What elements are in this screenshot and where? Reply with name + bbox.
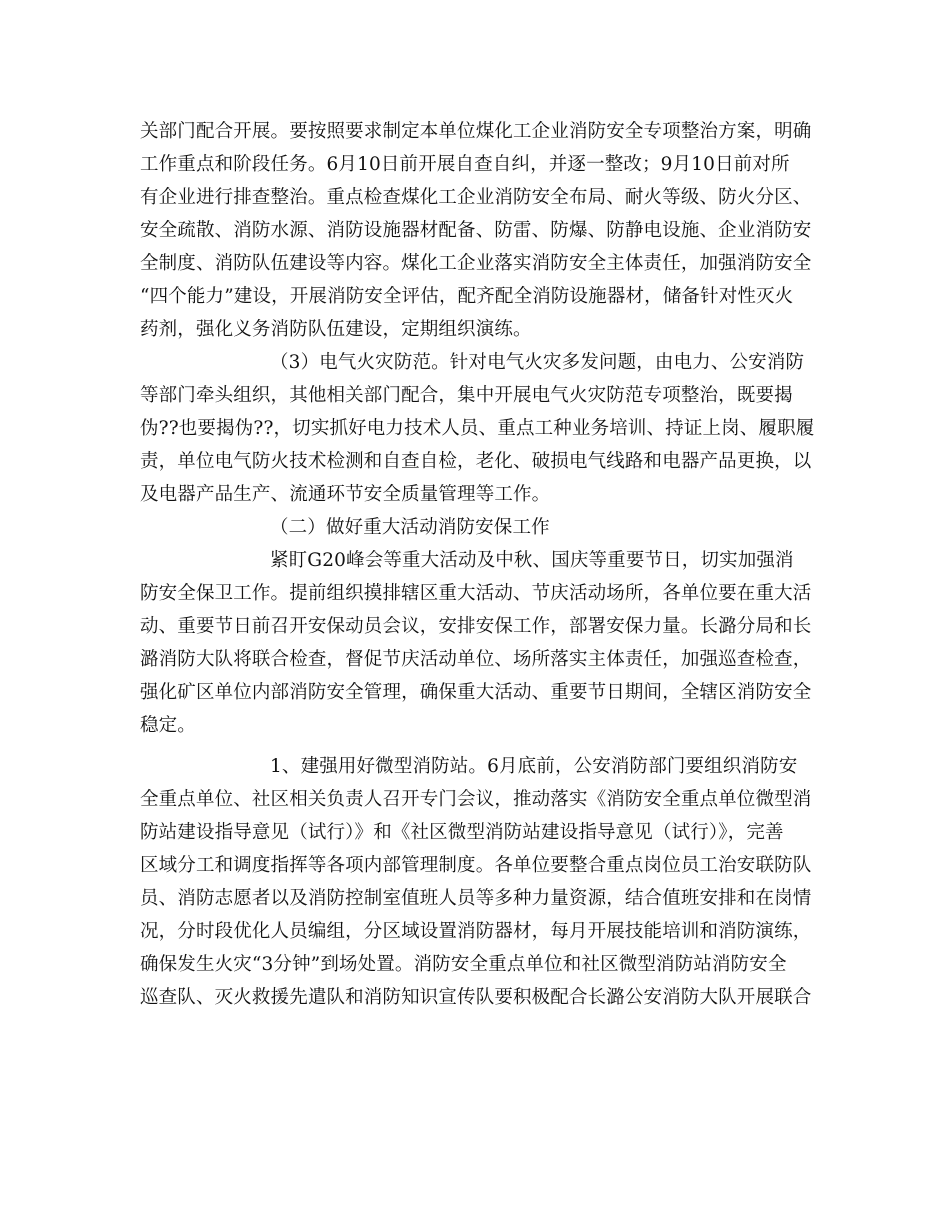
- body-text-line: 药剂，强化义务消防队伍建设，定期组织演练。: [140, 319, 532, 340]
- body-text-line: 全制度、消防队伍建设等内容。煤化工企业落实消防安全主体责任，加强消防安全: [140, 253, 812, 274]
- body-text-line: 巡查队、灭火救援先遣队和消防知识宣传队要积极配合长潞公安消防大队开展联合: [140, 987, 812, 1008]
- body-text-line: 有企业进行排查整治。重点检查煤化工企业消防安全布局、耐火等级、防火分区、: [140, 187, 812, 208]
- body-text-line: 确保发生火灾“3分钟”到场处置。消防安全重点单位和社区微型消防站消防安全: [140, 954, 787, 975]
- body-text-line: 安全疏散、消防水源、消防设施器材配备、防雷、防爆、防静电设施、企业消防安: [140, 220, 812, 241]
- body-text-line: 防站建设指导意见（试行）》和《社区微型消防站建设指导意见（试行）》，完善: [140, 822, 784, 843]
- body-text-line: 强化矿区单位内部消防安全管理，确保重大活动、重要节日期间，全辖区消防安全: [140, 682, 812, 703]
- body-text-line: 稳定。: [140, 715, 196, 736]
- body-text-line: 等部门牵头组织，其他相关部门配合，集中开展电气火灾防范专项整治，既要揭: [140, 385, 793, 406]
- body-text-line: 及电器产品生产、流通环节安全质量管理等工作。: [140, 484, 551, 505]
- body-text-line: 区域分工和调度指挥等各项内部管理制度。各单位要整合重点岗位员工治安联防队: [140, 855, 812, 876]
- body-text-line: 伪??也要揭伪??，切实抓好电力技术人员、重点工种业务培训、持证上岗、履职履: [140, 418, 815, 439]
- body-text-line: 工作重点和阶段任务。6月10日前开展自查自纠，并逐一整改；9月10日前对所: [140, 154, 790, 175]
- body-text-line: “四个能力”建设，开展消防安全评估，配齐配全消防设施器材，储备针对性灭火: [140, 286, 794, 307]
- section-paragraph-start: （3）电气火灾防范。针对电气火灾多发问题，由电力、公安消防: [270, 352, 805, 373]
- body-text-line: 防安全保卫工作。提前组织摸排辖区重大活动、节庆活动场所，各单位要在重大活: [140, 583, 812, 604]
- body-text-line: 员、消防志愿者以及消防控制室值班人员等多种力量资源，结合值班安排和在岗情: [140, 888, 812, 909]
- section-heading: （二）做好重大活动消防安保工作: [270, 517, 550, 538]
- body-text-line: 责，单位电气防火技术检测和自查自检，老化、破损电气线路和电器产品更换，以: [140, 451, 812, 472]
- body-text-line: 潞消防大队将联合检查，督促节庆活动单位、场所落实主体责任，加强巡查检查，: [140, 649, 812, 670]
- body-text-line: 全重点单位、社区相关负责人召开专门会议，推动落实《消防安全重点单位微型消: [140, 789, 812, 810]
- body-text-line: 关部门配合开展。要按照要求制定本单位煤化工企业消防安全专项整治方案，明确: [140, 121, 812, 142]
- section-paragraph-start: 紧盯G20峰会等重大活动及中秋、国庆等重要节日，切实加强消: [270, 550, 794, 571]
- section-paragraph-start: 1、建强用好微型消防站。6月底前，公安消防部门要组织消防安: [270, 756, 798, 777]
- body-text-line: 况，分时段优化人员编组，分区域设置消防器材，每月开展技能培训和消防演练，: [140, 921, 812, 942]
- body-text-line: 动、重要节日前召开安保动员会议，安排安保工作，部署安保力量。长潞分局和长: [140, 616, 812, 637]
